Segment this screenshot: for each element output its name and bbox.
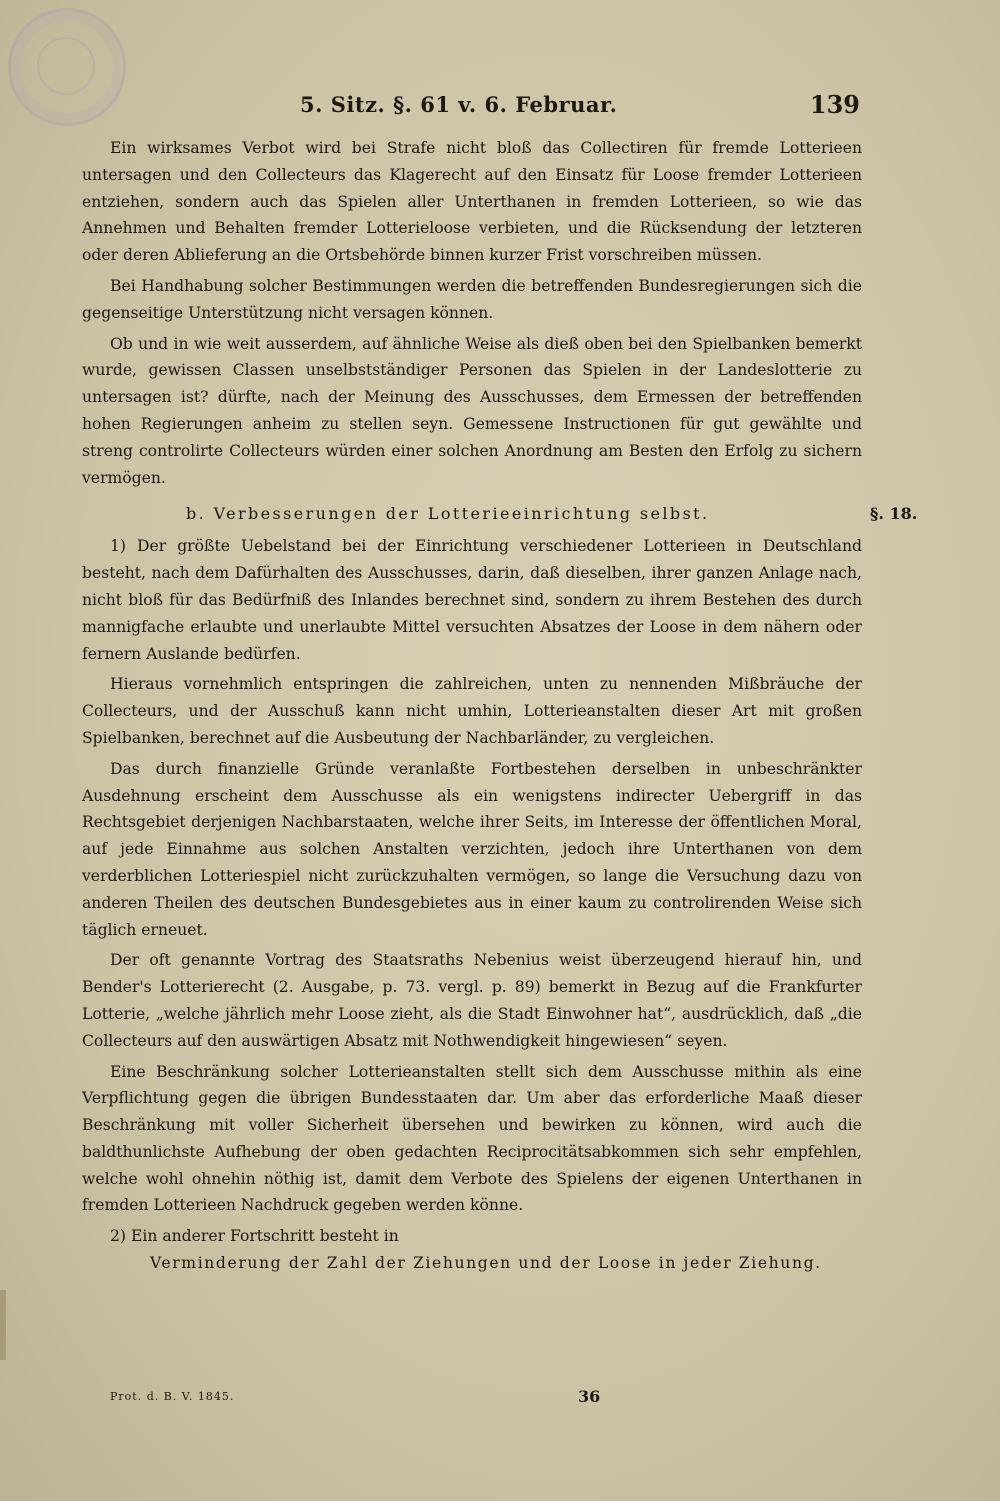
paragraph: Das durch finanzielle Gründe veranlaßte Fortbestehen derselben in unbeschränkter Ausdehnung erscheint dem Ausschusse als ein wenigstens indirecter Uebergriff in das Rechtsgebiet derjenigen Nachbarstaaten, welche ihrer Seits, im Interesse der öffentlichen Moral, auf jede Einnahme aus solchen Anstalten verzichten, jedoch ihre Unterthanen von dem verderblichen Lotteriespiel nicht zurückzuhalten vermögen, so lange die Versuchung dazu von anderen Theilen des deutschen Bundesgebietes aus in einer kaum zu controlirenden Weise sich täglich erneuet. [82,759,862,939]
paragraph: Bei Handhabung solcher Bestimmungen werden die betreffenden Bundesregierungen sich die gegenseitige Unterstützung nicht versagen können. [82,276,862,322]
running-title: 5. Sitz. §. 61 v. 6. Februar. [300,92,618,117]
body-text [82,135,918,1277]
margin-binding-mark [0,1290,6,1360]
sheet-number: 36 [578,1387,601,1406]
paragraph: Der oft genannte Vortrag des Staatsraths Nebenius weist überzeugend hierauf hin, und Bender's Lotterierecht (2. Ausgabe, p. 73. vergl. p. 89) bemerkt in Bezug auf die Frankfurter Lotterie, „welche jährlich mehr Loose zieht, als die Stadt Einwohner hat“, ausdrücklich, daß „die Collecteurs auf den auswärtigen Absatz mit Nothwendigkeit hingewiesen“ seyen. [82,951,862,1050]
paragraph: Hieraus vornehmlich entspringen die zahlreichen, unten zu nennenden Mißbräuche der Collecteurs, und der Ausschuß kann nicht umhin, Lotterieanstalten dieser Art mit großen Spielbanken, berechnet auf die Ausbeutung der Nachbarländer, zu vergleichen. [82,675,862,747]
paragraph: Eine Beschränkung solcher Lotterieanstalten stellt sich dem Ausschusse mithin als eine Verpflichtung gegen die übrigen Bundesstaaten dar. Um aber das erforderliche Maaß dieser Beschränkung mit voller Sicherheit übersehen und bewirken zu können, wird auch die baldthunlichste Aufhebung der oben gedachten Reciprocitätsabkommen sich sehr empfehlen, welche wohl ohnehin nöthig ist, damit dem Verbote des Spielens der eigenen Unterthanen in fremden Lotterieen Nachdruck gegeben werden könne. [82,1062,862,1215]
section-heading: b. Verbesserungen der Lotterieeinrichtung selbst. [186,504,710,524]
paragraph: Ob und in wie weit ausserdem, auf ähnliche Weise als dieß oben bei den Spielbanken bemerkt wurde, gewissen Classen unselbstständiger Personen das Spielen in der Landeslotterie zu untersagen ist? dürfte, nach der Meinung des Ausschusses, dem Ermessen der betreffenden hohen Regierungen anheim zu stellen seyn. Gemessene Instructionen für gut gewählte und streng controlirte Collecteurs würden einer solchen Anordnung am Besten den Erfolg zu sichern vermögen. [82,334,862,487]
signature-mark: Prot. d. B. V. 1845. [110,1390,235,1403]
page-footer [110,1387,630,1414]
paragraph: Ein wirksames Verbot wird bei Strafe nicht bloß das Collectiren für fremde Lotterieen untersagen und den Collecteurs das Klagerecht auf den Einsatz für Loose fremder Lotterieen entziehen, sondern auch das Spielen aller Unterthanen in fremden Lotterieen, so wie das Annehmen und Behalten fremder Lotterieloose verbieten, und die Rücksendung der letzteren oder deren Ablieferung an die Ortsbehörde binnen kurzer Frist vorschreiben müssen. [82,139,862,265]
page-header [300,92,860,126]
section-heading-row [82,501,918,531]
item-2-intro: 2) Ein anderer Fortschritt besteht in [110,1227,399,1246]
paragraph: 1) Der größte Uebelstand bei der Einrichtung verschiedener Lotterieen in Deutschland besteht, nach dem Dafürhalten des Ausschusses, darin, daß dieselben, ihrer ganzen Anlage nach, nicht bloß für das Bedürfniß des Inlandes berechnet sind, sondern zu ihrem Bestehen des durch mannigfache erlaubte und unerlaubte Mittel versuchten Absatzes der Loose in dem nähern oder fernern Auslande bedürfen. [82,537,862,663]
item-2-text: Verminderung der Zahl der Ziehungen und der Loose in jeder Ziehung. [150,1254,822,1273]
section-marker: §. 18. [870,504,918,524]
page-number: 139 [809,90,860,119]
library-stamp-icon [8,8,126,126]
